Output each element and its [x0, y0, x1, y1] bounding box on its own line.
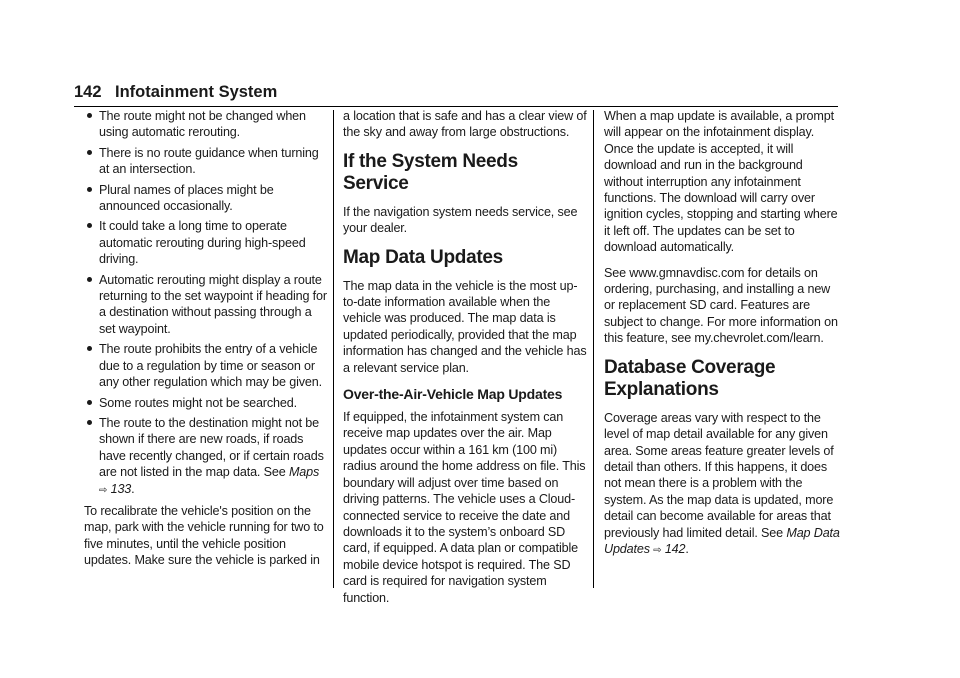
service-paragraph: If the navigation system needs service, see your dealer. [343, 204, 578, 236]
section-title: Infotainment System [115, 83, 278, 101]
list-item-text: The route to the destination might not be shown if there are new roads, if roads have recently changed, or if certain roads are not listed in the map data. See [99, 415, 324, 480]
page-number: 142 [74, 83, 102, 101]
maps-reference-link[interactable]: Maps [288, 465, 320, 480]
map-data-updates-page-reference[interactable]: 142 [664, 541, 686, 556]
map-updates-paragraph: The map data in the vehicle is the most up-to-date information available when the vehicle was produced. The map data is updated periodically, provided that the map information has changed and the vehicle has a relevant service plan. [343, 278, 587, 375]
column-1 [84, 108, 328, 578]
list-item: Automatic rerouting might display a route returning to the set waypoint if heading for a destination without passing through a set waypoint. [84, 272, 328, 338]
update-prompt-paragraph: When a map update is available, a prompt will appear on the infotainment display. Once the update is accepted, it will download and run in the background without interruption any infotainment functions. The download will carry over ignition cycles, stopping and starting where it left off. The updates can be set to download automatically. [604, 109, 838, 255]
maps-page-reference[interactable]: 133 [110, 481, 132, 496]
page-header [74, 80, 838, 107]
sentence-end: . [685, 541, 689, 556]
list-item: It could take a long time to operate automatic rerouting during high-speed driving. [84, 218, 328, 267]
ota-paragraph: If equipped, the infotainment system can receive map updates over the air. Map updates occur within a 161 km (100 mi) radius around the home address on file. This boundary will adjust over time based on driving patterns. The vehicle uses a Cloud-connected service to receive the date and downloads it to the system’s onboard SD card, if equipped. A data plan or compatible mobile device hotspot is required. The SD card is required for navigation system function. [343, 410, 586, 605]
list-item: There is no route guidance when turning at an intersection. [84, 145, 328, 178]
column-divider-1 [333, 110, 334, 588]
heading-map-data-updates: Map Data Updates [343, 246, 503, 268]
list-item: The route prohibits the entry of a vehicle due to a regulation by time or season or any other regulation which may be given. [84, 341, 328, 390]
heading-system-service: If the System Needs Service [343, 150, 518, 194]
continued-paragraph: a location that is safe and has a clear view of the sky and away from large obstructions. [343, 109, 587, 140]
sentence-end: . [131, 481, 135, 496]
column-2 [343, 108, 587, 615]
column-divider-2 [593, 110, 594, 588]
list-item: Plural names of places might be announced occasionally. [84, 182, 328, 215]
list-item: Some routes might not be searched. [84, 395, 328, 411]
list-item: The route might not be changed when using automatic rerouting. [84, 108, 328, 141]
page-reference-arrow-icon: ⇨ [99, 484, 108, 496]
limitations-list [84, 108, 328, 499]
column-3 [604, 108, 840, 568]
coverage-text: Coverage areas vary with respect to the level of map detail available for any given area. Some areas feature greater levels of detail than others. If this happens, it does not mean there is a problem with the system. As the map data is updated, more detail can become available for areas that previously had limited detail. See [604, 410, 834, 540]
page-reference-arrow-icon: ⇨ [653, 544, 662, 556]
recalibrate-paragraph: To recalibrate the vehicle's position on the map, park with the vehicle running for two to five minutes, until the vehicle position updates. Make sure the vehicle is parked in [84, 503, 324, 568]
heading-database-coverage: Database Coverage Explanations [604, 356, 776, 400]
sd-card-paragraph: See www.gmnavdisc.com for details on ordering, purchasing, and installing a new or replacement SD card. Features are subject to change. For more information on this feature, see my.chevrolet.com/learn. [604, 265, 838, 346]
list-item [84, 415, 328, 499]
subheading-ota-updates: Over-the-Air-Vehicle Map Updates [343, 386, 563, 403]
map-data-updates-link[interactable]: Map Data Updates [604, 525, 840, 556]
coverage-paragraph [604, 410, 840, 560]
